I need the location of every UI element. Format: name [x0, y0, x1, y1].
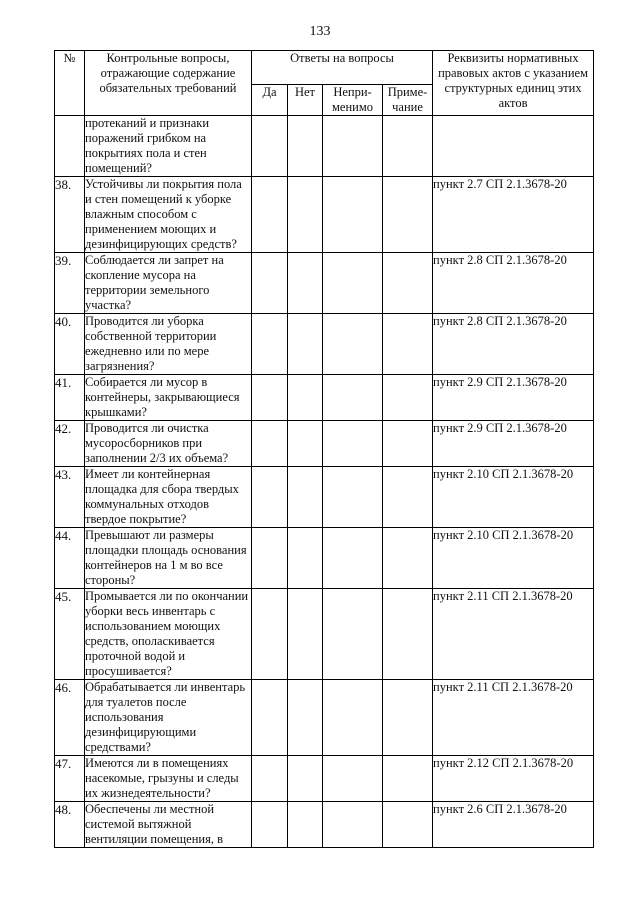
- table-row: [55, 756, 594, 802]
- answer-not-applicable-cell: [323, 177, 383, 253]
- answer-note-cell: [383, 421, 433, 467]
- row-number: 48.: [55, 802, 85, 848]
- answer-yes-cell: [252, 253, 288, 314]
- legal-reference: пункт 2.8 СП 2.1.3678-20: [433, 253, 594, 314]
- answer-yes-cell: [252, 756, 288, 802]
- question-text: Имеются ли в помещениях насекомые, грызуны и следы их жизнедеятельности?: [85, 756, 252, 802]
- table-row: [55, 314, 594, 375]
- answer-no-cell: [288, 680, 323, 756]
- answer-not-applicable-cell: [323, 375, 383, 421]
- checklist-table: [54, 50, 594, 848]
- answer-yes-cell: [252, 802, 288, 848]
- legal-reference: пункт 2.11 СП 2.1.3678-20: [433, 680, 594, 756]
- answer-no-cell: [288, 421, 323, 467]
- answer-no-cell: [288, 528, 323, 589]
- answer-no-cell: [288, 177, 323, 253]
- table-row: [55, 802, 594, 848]
- legal-reference: пункт 2.8 СП 2.1.3678-20: [433, 314, 594, 375]
- header-no: Нет: [288, 85, 323, 116]
- table-row: [55, 253, 594, 314]
- header-answers: Ответы на вопросы: [252, 51, 433, 85]
- answer-not-applicable-cell: [323, 116, 383, 177]
- header-questions: Контрольные вопросы, отражающие содержание обязательных требований: [85, 51, 252, 116]
- legal-reference: [433, 116, 594, 177]
- table-row: [55, 680, 594, 756]
- question-text: Промывается ли по окончании уборки весь инвентарь с использованием моющих средств, ополаскивается проточной водой и просушивается?: [85, 589, 252, 680]
- question-text: Соблюдается ли запрет на скопление мусора на территории земельного участка?: [85, 253, 252, 314]
- table-row: [55, 116, 594, 177]
- row-number: 43.: [55, 467, 85, 528]
- answer-no-cell: [288, 375, 323, 421]
- header-not-applicable: Непри- менимо: [323, 85, 383, 116]
- row-number: 38.: [55, 177, 85, 253]
- answer-note-cell: [383, 177, 433, 253]
- answer-note-cell: [383, 589, 433, 680]
- legal-reference: пункт 2.6 СП 2.1.3678-20: [433, 802, 594, 848]
- answer-not-applicable-cell: [323, 314, 383, 375]
- page-number: 133: [309, 24, 331, 39]
- answer-not-applicable-cell: [323, 421, 383, 467]
- row-number: 47.: [55, 756, 85, 802]
- header-note: Приме- чание: [383, 85, 433, 116]
- table-row: [55, 375, 594, 421]
- answer-yes-cell: [252, 314, 288, 375]
- answer-yes-cell: [252, 589, 288, 680]
- row-number: 45.: [55, 589, 85, 680]
- question-text: Проводится ли уборка собственной территории ежедневно или по мере загрязнения?: [85, 314, 252, 375]
- question-text: Имеет ли контейнерная площадка для сбора твердых коммунальных отходов твердое покрытие?: [85, 467, 252, 528]
- legal-reference: пункт 2.10 СП 2.1.3678-20: [433, 467, 594, 528]
- answer-no-cell: [288, 589, 323, 680]
- answer-note-cell: [383, 802, 433, 848]
- row-number: [55, 116, 85, 177]
- row-number: 40.: [55, 314, 85, 375]
- question-text: Собирается ли мусор в контейнеры, закрывающиеся крышками?: [85, 375, 252, 421]
- answer-note-cell: [383, 680, 433, 756]
- question-text: Превышают ли размеры площадки площадь основания контейнеров на 1 м во все стороны?: [85, 528, 252, 589]
- question-text: Обрабатывается ли инвентарь для туалетов после использования дезинфицирующими средствами?: [85, 680, 252, 756]
- answer-yes-cell: [252, 375, 288, 421]
- table-row: [55, 467, 594, 528]
- table-row: [55, 528, 594, 589]
- answer-note-cell: [383, 528, 433, 589]
- answer-note-cell: [383, 314, 433, 375]
- row-number: 41.: [55, 375, 85, 421]
- legal-reference: пункт 2.11 СП 2.1.3678-20: [433, 589, 594, 680]
- answer-note-cell: [383, 116, 433, 177]
- header-refs: Реквизиты нормативных правовых актов с указанием структурных единиц этих актов: [433, 51, 594, 116]
- row-number: 39.: [55, 253, 85, 314]
- answer-note-cell: [383, 253, 433, 314]
- answer-yes-cell: [252, 528, 288, 589]
- answer-not-applicable-cell: [323, 528, 383, 589]
- answer-yes-cell: [252, 680, 288, 756]
- answer-no-cell: [288, 116, 323, 177]
- answer-yes-cell: [252, 116, 288, 177]
- answer-no-cell: [288, 253, 323, 314]
- answer-yes-cell: [252, 421, 288, 467]
- question-text: Проводится ли очистка мусоросборников при заполнении 2/3 их объема?: [85, 421, 252, 467]
- table-row: [55, 177, 594, 253]
- legal-reference: пункт 2.12 СП 2.1.3678-20: [433, 756, 594, 802]
- answer-yes-cell: [252, 467, 288, 528]
- answer-no-cell: [288, 756, 323, 802]
- row-number: 42.: [55, 421, 85, 467]
- legal-reference: пункт 2.7 СП 2.1.3678-20: [433, 177, 594, 253]
- row-number: 46.: [55, 680, 85, 756]
- question-text: протеканий и признаки поражений грибком на покрытиях пола и стен помещений?: [85, 116, 252, 177]
- question-text: Обеспечены ли местной системой вытяжной вентиляции помещения, в: [85, 802, 252, 848]
- answer-no-cell: [288, 314, 323, 375]
- answer-not-applicable-cell: [323, 253, 383, 314]
- answer-not-applicable-cell: [323, 756, 383, 802]
- table-row: [55, 421, 594, 467]
- answer-note-cell: [383, 756, 433, 802]
- header-number: №: [55, 51, 85, 116]
- legal-reference: пункт 2.10 СП 2.1.3678-20: [433, 528, 594, 589]
- answer-not-applicable-cell: [323, 467, 383, 528]
- answer-no-cell: [288, 802, 323, 848]
- question-text: Устойчивы ли покрытия пола и стен помещений к уборке влажным способом с применением моющих и дезинфицирующих средств?: [85, 177, 252, 253]
- answer-no-cell: [288, 467, 323, 528]
- table-row: [55, 589, 594, 680]
- header-yes: Да: [252, 85, 288, 116]
- legal-reference: пункт 2.9 СП 2.1.3678-20: [433, 421, 594, 467]
- answer-not-applicable-cell: [323, 802, 383, 848]
- answer-not-applicable-cell: [323, 680, 383, 756]
- legal-reference: пункт 2.9 СП 2.1.3678-20: [433, 375, 594, 421]
- row-number: 44.: [55, 528, 85, 589]
- answer-note-cell: [383, 467, 433, 528]
- answer-note-cell: [383, 375, 433, 421]
- answer-not-applicable-cell: [323, 589, 383, 680]
- answer-yes-cell: [252, 177, 288, 253]
